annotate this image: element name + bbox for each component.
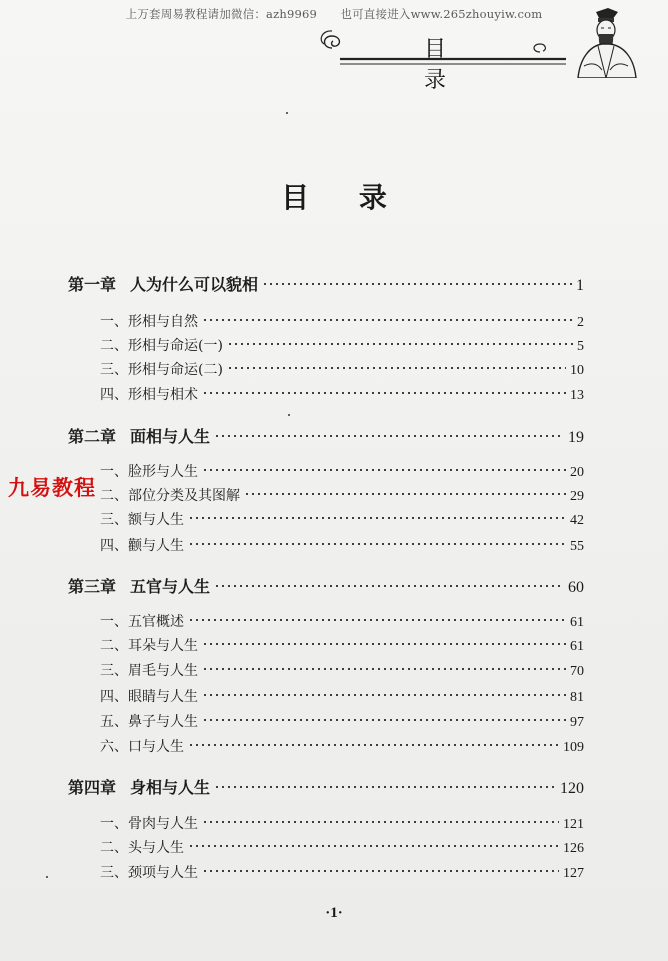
chapter-title: 面相与人生 <box>130 427 211 446</box>
dot-leader <box>262 271 572 287</box>
page-ref: 97 <box>570 715 584 730</box>
section-title: 三、颈项与人生 <box>100 865 198 881</box>
page-ref: 127 <box>563 866 584 881</box>
toc-chapter-entry <box>68 424 584 447</box>
section-title: 一、骨肉与人生 <box>100 816 198 832</box>
scan-speck <box>46 876 48 878</box>
dot-leader <box>202 709 566 723</box>
toc-chapter-entry <box>68 272 584 295</box>
page-ref: 126 <box>563 841 584 856</box>
chapter-number: 第二章 <box>68 427 117 446</box>
chapter-title: 身相与人生 <box>130 778 211 797</box>
page-ref: 60 <box>568 579 584 596</box>
page-ref: 5 <box>577 339 584 354</box>
dot-leader <box>202 811 559 825</box>
page-ref: 29 <box>570 489 584 504</box>
toc-section-entry <box>100 686 584 706</box>
section-title: 一、脸形与人生 <box>100 464 198 480</box>
page-ref: 121 <box>563 817 584 832</box>
toc-chapter-entry <box>68 775 584 798</box>
section-title: 四、颧与人生 <box>100 538 184 554</box>
toc-section-entry <box>100 359 584 379</box>
page-number: ·1· <box>325 905 343 921</box>
scan-speck <box>286 112 288 114</box>
dot-leader <box>202 633 566 647</box>
page-ref: 2 <box>577 315 584 330</box>
dot-leader <box>214 774 556 790</box>
watermark-text: 上万套周易教程请加微信：azh9969 也可直接进入www.265zhouyiw.com <box>125 7 543 21</box>
toc-section-entry <box>100 837 584 857</box>
dot-leader <box>227 333 573 347</box>
page-ref: 13 <box>570 388 584 403</box>
toc-section-entry <box>100 485 584 505</box>
chapter-number: 第三章 <box>68 577 117 596</box>
toc-section-entry <box>100 635 584 655</box>
dot-leader <box>244 483 566 497</box>
dot-leader <box>202 309 573 323</box>
toc-section-entry <box>100 335 584 355</box>
section-title: 一、形相与自然 <box>100 314 198 330</box>
chapter-title: 五官与人生 <box>130 577 211 596</box>
dot-leader <box>202 382 566 396</box>
toc-section-entry <box>100 509 584 529</box>
dot-leader <box>188 609 566 623</box>
page-ref: 10 <box>570 363 584 378</box>
dot-leader <box>202 684 566 698</box>
section-title: 二、耳朵与人生 <box>100 638 198 654</box>
toc-section-entry <box>100 384 584 404</box>
dot-leader <box>202 459 566 473</box>
dot-leader <box>202 860 559 874</box>
section-title: 四、眼睛与人生 <box>100 689 198 705</box>
section-title: 二、头与人生 <box>100 840 184 856</box>
toc-section-entry <box>100 862 584 882</box>
watermark-stamp: 九易教程 <box>8 476 96 500</box>
dot-leader <box>188 734 559 748</box>
section-title: 二、部位分类及其图解 <box>100 488 240 504</box>
dot-leader <box>188 533 566 547</box>
toc-section-entry <box>100 311 584 331</box>
section-title: 一、五官概述 <box>100 614 184 630</box>
section-title: 六、口与人生 <box>100 739 184 755</box>
toc-section-entry <box>100 535 584 555</box>
toc-section-entry <box>100 611 584 631</box>
dot-leader <box>227 357 566 371</box>
toc-section-entry <box>100 711 584 731</box>
page-ref: 70 <box>570 664 584 679</box>
scan-speck <box>288 414 290 416</box>
dot-leader <box>188 507 566 521</box>
section-title: 五、鼻子与人生 <box>100 714 198 730</box>
dot-leader <box>188 835 559 849</box>
page-ref: 61 <box>570 615 584 630</box>
toc-section-entry <box>100 461 584 481</box>
page-ref: 109 <box>563 740 584 755</box>
page-ref: 19 <box>568 429 584 446</box>
page-ref: 1 <box>576 277 584 294</box>
page-ref: 120 <box>560 780 584 797</box>
section-title: 二、形相与命运(一) <box>100 338 223 354</box>
toc-chapter-entry <box>68 574 584 597</box>
toc-section-entry <box>100 736 584 756</box>
section-title: 四、形相与相术 <box>100 387 198 403</box>
section-title: 三、额与人生 <box>100 512 184 528</box>
page-title: 目 录 <box>281 181 407 214</box>
page-ref: 42 <box>570 513 584 528</box>
chapter-number: 第一章 <box>68 275 117 294</box>
page-ref: 55 <box>570 539 584 554</box>
toc-section-entry <box>100 660 584 680</box>
dot-leader <box>214 573 564 589</box>
toc-section-entry <box>100 813 584 833</box>
header-title: 目 录 <box>423 37 476 93</box>
section-title: 三、眉毛与人生 <box>100 663 198 679</box>
section-title: 三、形相与命运(二) <box>100 362 223 378</box>
page-ref: 81 <box>570 690 584 705</box>
dot-leader <box>202 658 566 672</box>
chapter-title: 人为什么可以貌相 <box>130 275 259 294</box>
page-ref: 61 <box>570 639 584 654</box>
chapter-number: 第四章 <box>68 778 117 797</box>
dot-leader <box>214 423 564 439</box>
page-ref: 20 <box>570 465 584 480</box>
